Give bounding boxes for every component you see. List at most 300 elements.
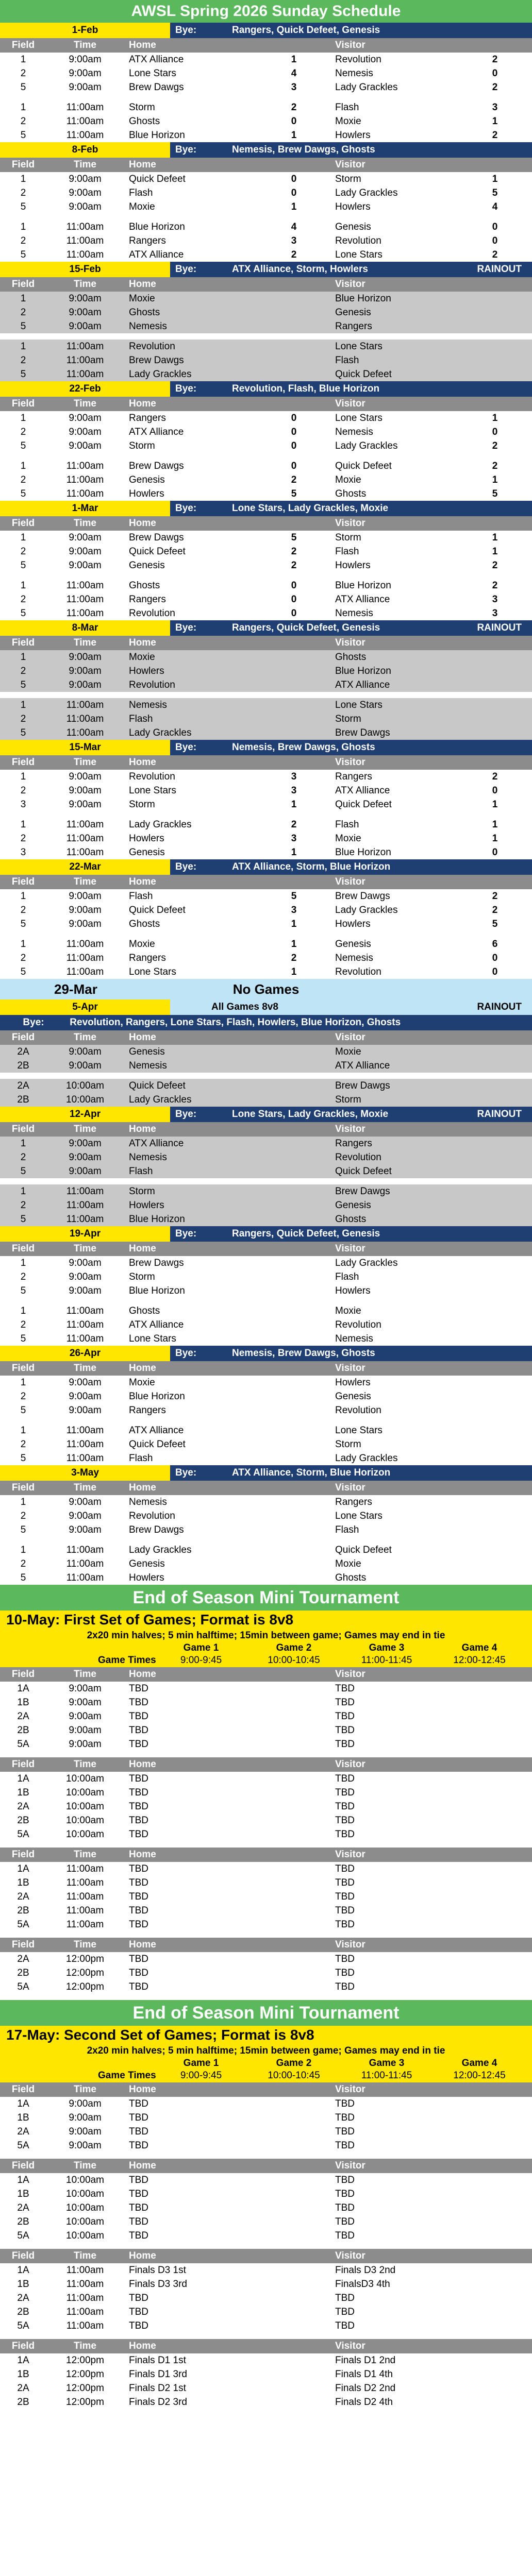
week-block [0,620,532,740]
home-team: ATX Alliance [129,1319,184,1330]
home-team: TBD [129,1919,148,1930]
home-team: Moxie [129,652,155,663]
home-team: Lady Grackles [129,369,192,380]
visitor-score: 1 [492,174,498,184]
week-date-bar [0,1465,532,1481]
home-score: 1 [291,54,297,65]
table-row [0,2125,532,2139]
field-cell: 2 [20,474,26,485]
bye-label: Bye: [175,861,197,872]
header-time: Time [73,876,96,887]
field-cell: 1 [20,461,26,471]
field-cell: 2B [17,1905,29,1916]
home-team: TBD [129,1954,148,1964]
home-team: Lady Grackles [129,1545,192,1555]
table-row [0,726,532,740]
home-team: Flash [129,1453,153,1464]
home-team: Storm [129,440,155,451]
field-cell: 1 [20,939,26,950]
home-team: TBD [129,1905,148,1916]
home-team: Lady Grackles [129,1094,192,1105]
home-score: 3 [291,905,297,916]
time-cell: 11:00am [66,355,104,366]
home-team: Finals D3 3rd [129,2279,187,2290]
table-row [0,965,532,979]
table-row [0,832,532,845]
no-games-date: 29-Mar [54,981,97,997]
header-field: Field [11,1939,35,1950]
time-cell: 11:00am [66,1319,104,1330]
visitor-team: TBD [335,1815,355,1826]
header-time: Time [73,1032,96,1043]
home-team: TBD [129,2140,148,2151]
week-date: 1-Feb [0,23,170,38]
home-team: TBD [129,2098,148,2109]
column-header-row [0,2159,532,2173]
time-cell: 9:00am [69,440,102,451]
field-cell: 1 [20,1497,26,1507]
home-team: Lone Stars [129,785,176,796]
table-row [0,292,532,306]
field-cell: 1A [17,1773,29,1784]
row-gap [0,1841,532,1848]
field-cell: 2A [17,2126,29,2137]
home-team: Genesis [129,474,165,485]
time-cell: 11:00am [66,727,104,738]
time-cell: 11:00am [66,1214,104,1225]
row-gap [0,1298,532,1304]
field-cell: 2 [20,594,26,605]
week-date: 12-Apr [0,1107,170,1122]
visitor-team: Flash [335,355,359,366]
time-cell: 9:00am [69,1497,102,1507]
table-row [0,353,532,367]
home-team: Revolution [129,341,175,352]
home-score: 3 [291,833,297,844]
home-team: Nemesis [129,1060,167,1071]
tournament-subtitle: 10-May: First Set of Games; Format is 8v8 [0,1611,532,1629]
visitor-score: 1 [492,413,498,423]
game-time: 10:00-10:45 [268,2070,320,2081]
apr5-all-games: All Games 8v8 [211,1002,278,1012]
time-cell: 10:00am [66,1773,104,1784]
visitor-team: Nemesis [335,608,373,619]
table-row [0,903,532,917]
home-team: Nemesis [129,321,167,332]
time-cell: 11:00am [66,953,104,963]
visitor-team: TBD [335,2175,355,2185]
table-row [0,425,532,439]
table-row [0,1723,532,1737]
visitor-score: 2 [492,130,498,141]
field-cell: 2 [20,355,26,366]
game-label: Game 1 [183,2058,219,2069]
home-team: Nemesis [129,1497,167,1507]
game-times-label: Game Times [98,1655,156,1666]
header-field: Field [11,1124,35,1134]
visitor-team: Ghosts [335,488,367,499]
home-team: Howlers [129,1200,164,1211]
visitor-team: Howlers [335,560,371,571]
visitor-score: 0 [492,953,498,963]
home-score: 0 [291,413,297,423]
header-home: Home [129,2160,156,2171]
visitor-team: Howlers [335,1285,371,1296]
visitor-team: Brew Dawgs [335,727,390,738]
week-date-bar [0,740,532,755]
home-team: ATX Alliance [129,1425,184,1436]
field-cell: 5 [20,1285,26,1296]
header-visitor: Visitor [335,876,365,887]
visitor-team: Ghosts [335,652,367,663]
time-cell: 11:00am [66,116,104,127]
field-cell: 2 [20,307,26,318]
week-date-bar [0,859,532,875]
home-team: TBD [129,2216,148,2227]
game-time: 9:00-9:45 [180,2070,222,2081]
home-team: Finals D2 3rd [129,2397,187,2408]
visitor-score: 3 [492,594,498,605]
time-cell: 9:00am [69,82,102,93]
row-gap [0,1994,532,2000]
visitor-team: Flash [335,546,359,557]
visitor-team: Howlers [335,919,371,929]
header-time: Time [73,1363,96,1374]
field-cell: 1B [17,1877,29,1888]
home-team: Finals D1 3rd [129,2369,187,2380]
visitor-team: Lone Stars [335,341,383,352]
home-score: 0 [291,461,297,471]
home-team: Rangers [129,1405,166,1416]
week-date: 15-Feb [0,262,170,277]
time-cell: 9:00am [69,1377,102,1388]
header-field: Field [11,757,35,768]
table-row [0,2291,532,2305]
time-cell: 9:00am [69,905,102,916]
visitor-score: 1 [492,116,498,127]
time-cell: 11:00am [66,2265,104,2276]
time-cell: 9:00am [69,666,102,676]
field-cell: 5 [20,201,26,212]
field-cell: 2A [17,1891,29,1902]
apr5-date: 5-Apr [0,999,170,1015]
header-home: Home [129,637,156,648]
home-team: TBD [129,1711,148,1722]
time-cell: 11:00am [66,102,104,113]
home-score: 4 [291,222,297,232]
visitor-score: 0 [492,847,498,858]
header-visitor: Visitor [335,518,365,529]
visitor-team: Lone Stars [335,413,383,423]
time-cell: 9:00am [69,1138,102,1149]
table-row [0,845,532,859]
visitor-team: Revolution [335,1152,381,1163]
week-date-bar [0,262,532,277]
field-cell: 2A [17,1080,29,1091]
column-header-row [0,516,532,531]
table-row [0,1952,532,1966]
table-row [0,367,532,381]
home-team: TBD [129,1773,148,1784]
visitor-team: TBD [335,1787,355,1798]
field-cell: 5 [20,369,26,380]
table-row [0,1543,532,1557]
visitor-score: 0 [492,68,498,79]
table-row [0,1451,532,1465]
time-cell: 11:00am [66,700,104,710]
table-row [0,2381,532,2395]
visitor-team: Revolution [335,54,381,65]
visitor-team: Lady Grackles [335,1258,398,1268]
table-row [0,1495,532,1509]
visitor-score: 0 [492,785,498,796]
home-team: Ghosts [129,580,160,591]
home-team: Finals D1 1st [129,2355,186,2366]
header-home: Home [129,876,156,887]
visitor-team: Moxie [335,833,361,844]
home-team: Lady Grackles [129,819,192,830]
home-team: Howlers [129,833,164,844]
time-cell: 9:00am [69,1511,102,1521]
header-visitor: Visitor [335,1759,365,1770]
week-date: 22-Feb [0,381,170,397]
season-weeks [0,23,532,979]
home-team: Quick Defeet [129,905,186,916]
visitor-team: Moxie [335,1558,361,1569]
home-score: 2 [291,249,297,260]
home-team: TBD [129,1725,148,1736]
game-time: 9:00-9:45 [180,1655,222,1666]
header-visitor: Visitor [335,1849,365,1860]
home-team: ATX Alliance [129,427,184,437]
time-cell: 10:00am [66,1801,104,1812]
table-row [0,459,532,473]
week-date-bar [0,620,532,636]
header-home: Home [129,1939,156,1950]
visitor-score: 5 [492,188,498,198]
visitor-score: 6 [492,939,498,950]
table-row [0,411,532,425]
visitor-team: Lady Grackles [335,1453,398,1464]
table-row [0,784,532,798]
visitor-team: TBD [335,2098,355,2109]
visitor-team: TBD [335,2230,355,2241]
visitor-score: 0 [492,427,498,437]
home-score: 2 [291,819,297,830]
header-time: Time [73,1124,96,1134]
visitor-team: Finals D1 2nd [335,2355,396,2366]
bye-label: Bye: [175,622,197,633]
time-cell: 9:00am [69,1060,102,1071]
table-row [0,1198,532,1212]
bye-label: Bye: [175,25,197,36]
header-visitor: Visitor [335,398,365,409]
header-home: Home [129,1482,156,1493]
home-team: Quick Defeet [129,174,186,184]
table-row [0,818,532,832]
field-cell: 1 [20,1425,26,1436]
field-cell: 5 [20,440,26,451]
header-field: Field [11,2341,35,2351]
header-home: Home [129,1849,156,1860]
game-label: Game 3 [369,1642,405,1653]
table-row [0,558,532,572]
time-cell: 9:00am [69,1683,102,1694]
time-cell: 9:00am [69,891,102,902]
table-row [0,1557,532,1571]
time-cell: 11:00am [66,461,104,471]
visitor-team: Brew Dawgs [335,1186,390,1197]
visitor-team: TBD [335,2112,355,2123]
column-header-row [0,636,532,650]
bye-teams: ATX Alliance, Storm, Blue Horizon [232,1467,391,1478]
time-cell: 11:00am [66,1439,104,1450]
header-visitor: Visitor [335,1482,365,1493]
header-time: Time [73,2084,96,2095]
field-cell: 1 [20,1258,26,1268]
table-row [0,1256,532,1270]
field-cell: 3 [20,799,26,810]
field-cell: 1A [17,2098,29,2109]
field-cell: 5 [20,680,26,690]
time-cell: 11:00am [66,1877,104,1888]
visitor-team: Quick Defeet [335,1545,392,1555]
visitor-team: ATX Alliance [335,594,390,605]
header-home: Home [129,40,156,50]
bye-label: Bye: [175,383,197,394]
time-cell: 9:00am [69,919,102,929]
home-team: Ghosts [129,307,160,318]
time-cell: 9:00am [69,771,102,782]
home-team: Howlers [129,1572,164,1583]
visitor-team: Flash [335,1524,359,1535]
field-cell: 5 [20,1166,26,1177]
row-gap [0,1931,532,1938]
header-home: Home [129,2084,156,2095]
visitor-team: Blue Horizon [335,293,391,304]
home-team: ATX Alliance [129,1138,184,1149]
header-field: Field [11,1032,35,1043]
visitor-team: TBD [335,1739,355,1750]
table-row [0,2395,532,2409]
visitor-team: Moxie [335,1046,361,1057]
home-team: TBD [129,2189,148,2199]
row-gap [0,2243,532,2249]
visitor-score: 3 [492,608,498,619]
home-team: Brew Dawgs [129,1258,184,1268]
bye-label: Bye: [175,144,197,155]
time-cell: 11:00am [66,608,104,619]
home-team: Quick Defeet [129,546,186,557]
home-team: Rangers [129,953,166,963]
visitor-team: Storm [335,1094,361,1105]
field-cell: 1 [20,222,26,232]
season-weeks-late [0,1107,532,1585]
bye-teams: Revolution, Flash, Blue Horizon [232,383,380,394]
home-team: TBD [129,2112,148,2123]
row-gap [0,2409,532,2415]
apr5-bye-bar [0,1015,532,1030]
time-cell: 11:00am [66,1425,104,1436]
time-cell: 9:00am [69,2140,102,2151]
time-cell: 11:00am [66,341,104,352]
table-row [0,248,532,262]
table-row [0,128,532,142]
header-visitor: Visitor [335,637,365,648]
row-gap [0,572,532,579]
visitor-team: Blue Horizon [335,847,391,858]
field-cell: 1 [20,102,26,113]
table-row [0,2277,532,2291]
field-cell: 2B [17,1968,29,1978]
home-team: Lone Stars [129,1333,176,1344]
column-header-row [0,2339,532,2353]
visitor-team: TBD [335,1877,355,1888]
home-team: Lone Stars [129,967,176,977]
visitor-score: 1 [492,799,498,810]
header-time: Time [73,2341,96,2351]
field-cell: 1 [20,819,26,830]
week-date: 26-Apr [0,1346,170,1361]
header-time: Time [73,159,96,170]
visitor-team: Finals D2 4th [335,2397,393,2408]
bye-label: Bye: [175,1467,197,1478]
field-cell: 2A [17,1711,29,1722]
bye-teams: Rangers, Quick Defeet, Genesis [232,622,380,633]
header-field: Field [11,1669,35,1680]
visitor-score: 4 [492,201,498,212]
home-team: Flash [129,188,153,198]
table-row [0,66,532,80]
week-date: 8-Feb [0,142,170,158]
table-row [0,1827,532,1841]
table-row [0,2229,532,2243]
table-row [0,1682,532,1696]
column-header-row [0,1481,532,1495]
time-cell: 11:00am [66,2293,104,2303]
time-cell: 11:00am [66,939,104,950]
header-time: Time [73,279,96,290]
visitor-team: TBD [335,2202,355,2213]
week-date-bar [0,501,532,516]
visitor-score: 5 [492,919,498,929]
visitor-team: Revolution [335,235,381,246]
home-team: Howlers [129,666,164,676]
time-cell: 11:00am [66,1186,104,1197]
table-row [0,1966,532,1980]
field-cell: 1 [20,1306,26,1316]
table-row [0,1509,532,1523]
field-cell: 1A [17,1683,29,1694]
visitor-team: Genesis [335,1391,371,1402]
home-team: TBD [129,2307,148,2317]
field-cell: 1 [20,891,26,902]
table-row [0,545,532,558]
table-row [0,1800,532,1814]
visitor-score: 2 [492,905,498,916]
time-cell: 9:00am [69,2098,102,2109]
home-score: 3 [291,771,297,782]
visitor-score: 2 [492,560,498,571]
field-cell: 2 [20,427,26,437]
time-cell: 11:00am [66,474,104,485]
field-cell: 2 [20,68,26,79]
table-row [0,2367,532,2381]
visitor-team: ATX Alliance [335,680,390,690]
field-cell: 1 [20,1138,26,1149]
time-cell: 10:00am [66,2230,104,2241]
header-time: Time [73,1482,96,1493]
